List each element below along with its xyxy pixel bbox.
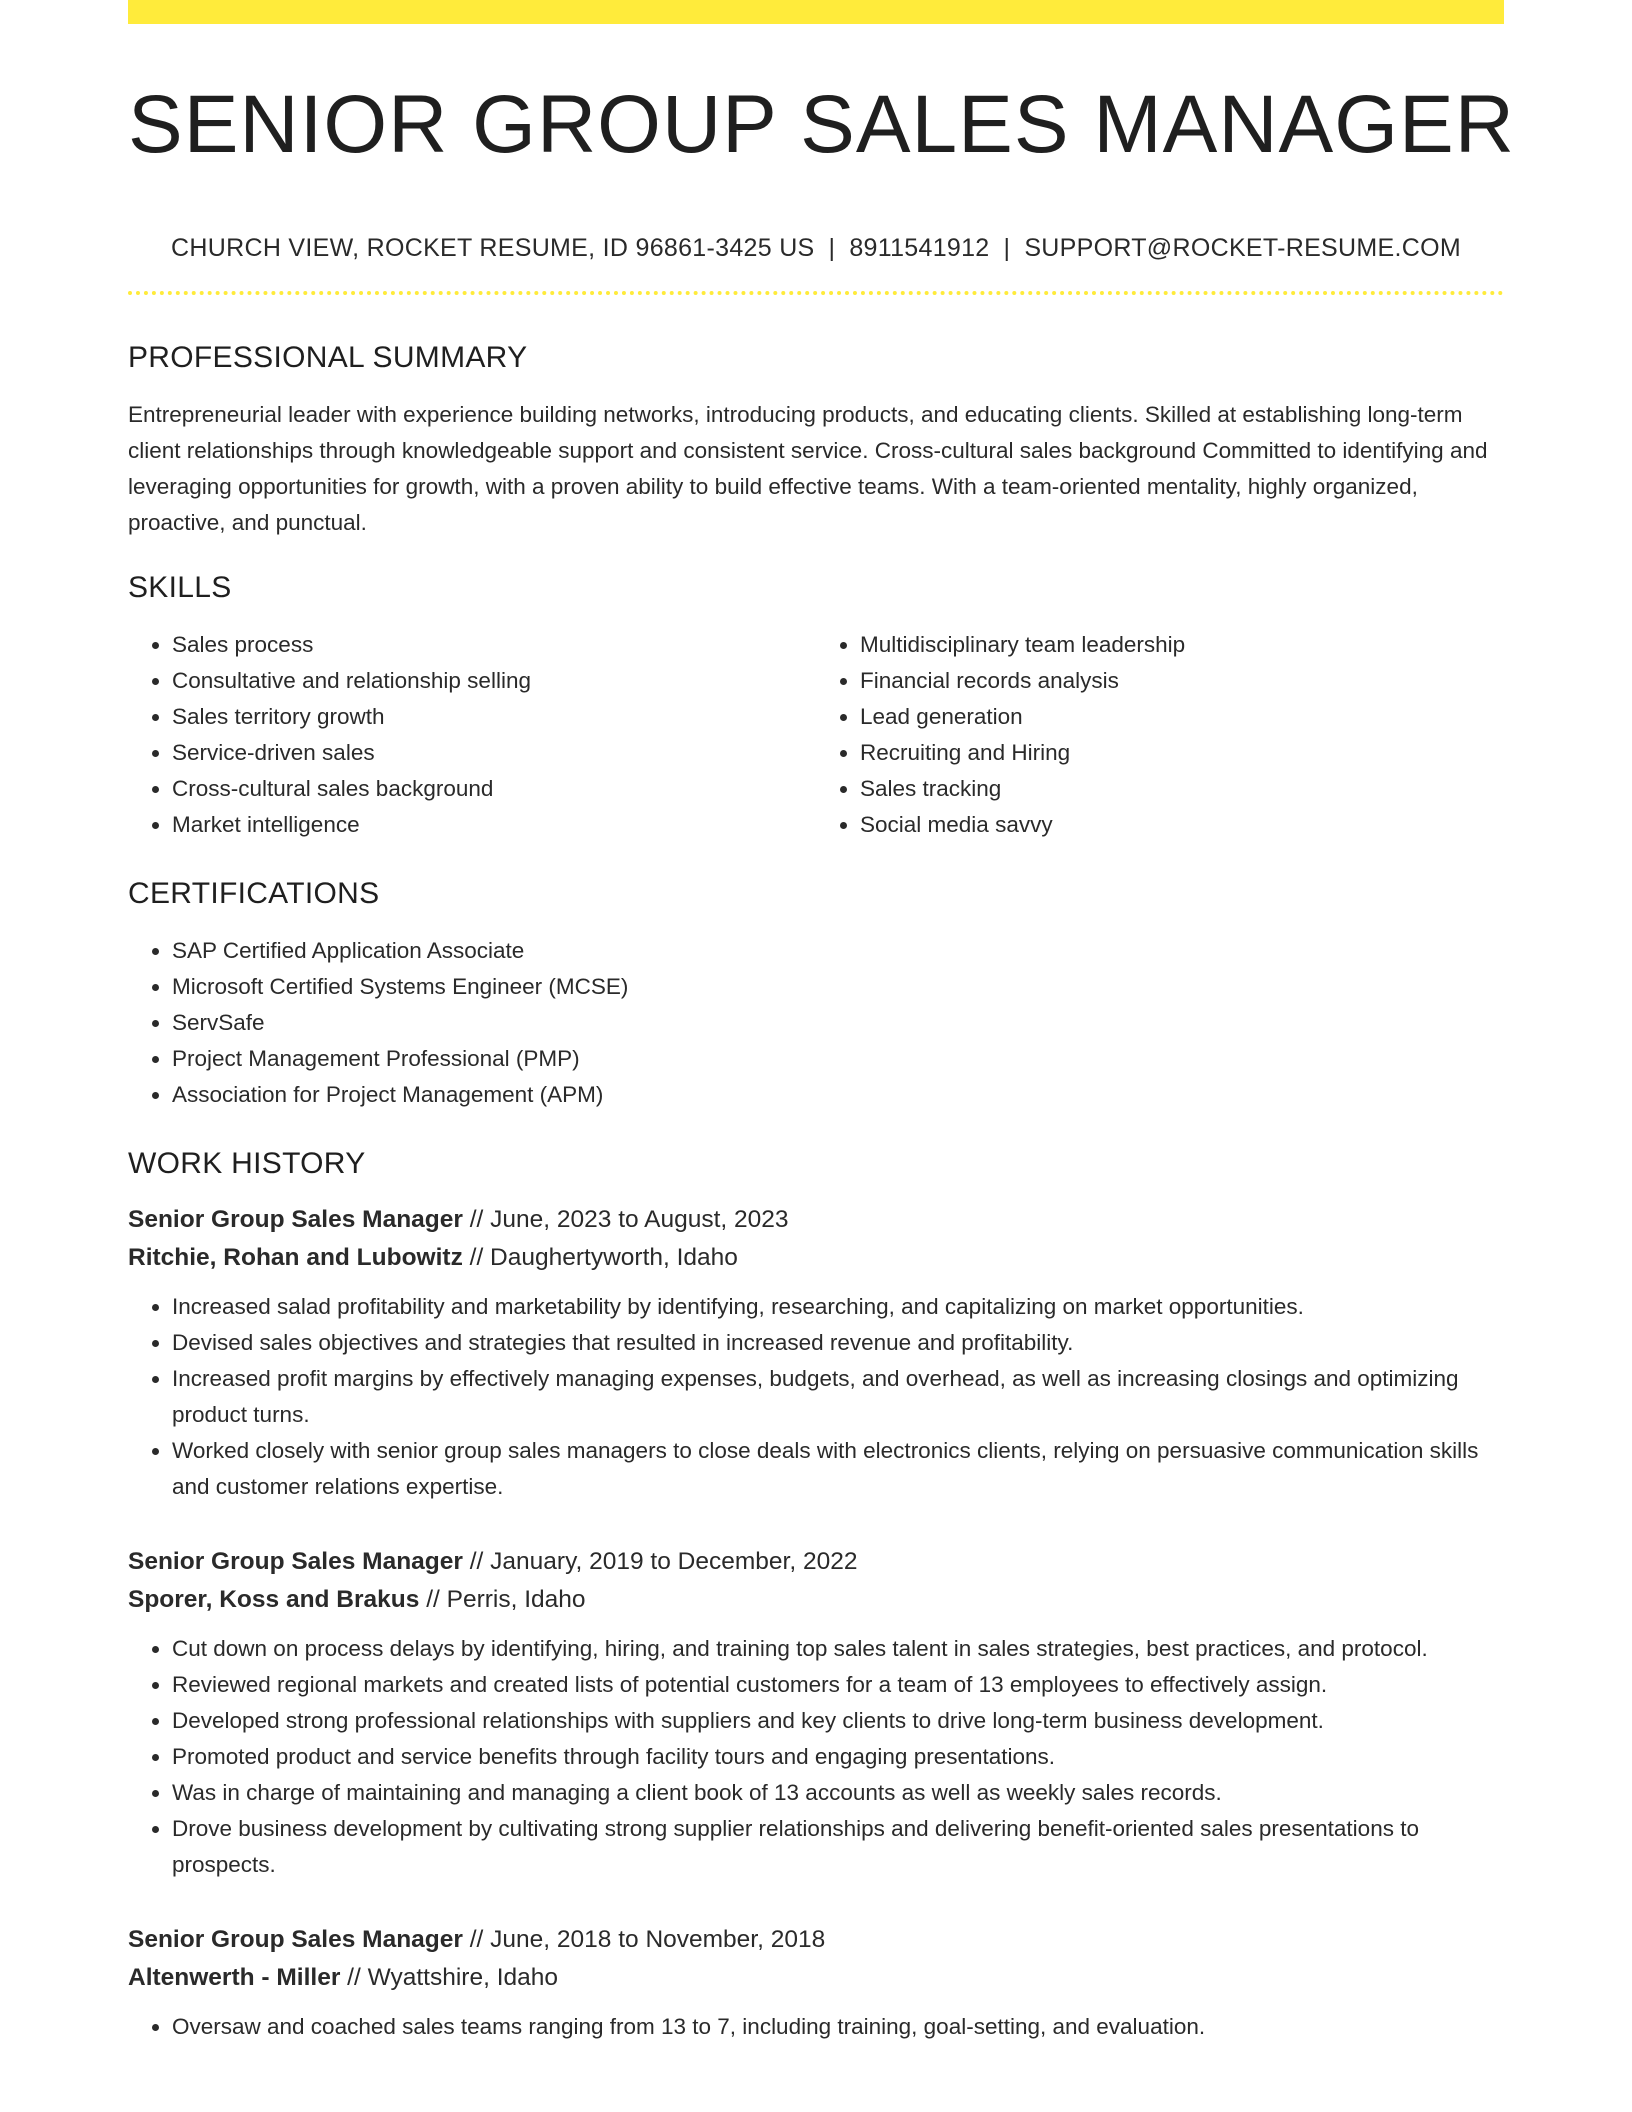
job-role-line: [128, 1201, 1504, 1239]
header-divider: [128, 291, 1504, 295]
skill-item: • Consultative and relationship selling: [172, 663, 816, 699]
job-bullets: [128, 1289, 1504, 1505]
job-bullet: • Drove business development by cultivating strong supplier relationships and delivering benefit-oriented sales presentations to prospects.: [172, 1811, 1504, 1883]
job-entry: [128, 1921, 1504, 2045]
skill-item: • Market intelligence: [172, 807, 816, 843]
certifications-list: [128, 933, 1504, 1113]
skill-item: • Service-driven sales: [172, 735, 816, 771]
skill-item: • Social media savvy: [860, 807, 1504, 843]
job-location: // Daughertyworth, Idaho: [462, 1244, 738, 1272]
contact-email: SUPPORT@ROCKET-RESUME.COM: [1024, 234, 1461, 263]
job-entry: [128, 1201, 1504, 1505]
job-bullets: [128, 1631, 1504, 1883]
contact-address: CHURCH VIEW, ROCKET RESUME, ID 96861-3425 US: [171, 234, 815, 263]
accent-bar: [128, 0, 1504, 24]
contact-separator: |: [1003, 234, 1011, 263]
skill-item: • Multidisciplinary team leadership: [860, 627, 1504, 663]
job-dates: // January, 2019 to December, 2022: [462, 1548, 858, 1576]
job-bullet: • Was in charge of maintaining and managing a client book of 13 accounts as well as weekly sales records.: [172, 1775, 1504, 1811]
skill-item: • Recruiting and Hiring: [860, 735, 1504, 771]
job-bullet: • Promoted product and service benefits through facility tours and engaging presentations.: [172, 1739, 1504, 1775]
certification-item: • Project Management Professional (PMP): [172, 1041, 1504, 1077]
resume-title: SENIOR GROUP SALES MANAGER: [128, 79, 1515, 170]
job-bullet: • Developed strong professional relationships with suppliers and key clients to drive long-term business development.: [172, 1703, 1504, 1739]
job-role: Senior Group Sales Manager: [128, 1206, 463, 1234]
summary-text: Entrepreneurial leader with experience building networks, introducing products, and educating clients. Skilled at establishing long-term client relationships through knowledgeable support and consistent service. Cross-cultural sales background Committed to identifying and leveraging opportunities for growth, with a proven ability to build effective teams. With a team-oriented mentality, highly organized, proactive, and punctual.: [128, 402, 1488, 536]
skills-right-list: [816, 627, 1504, 843]
job-company-line: [128, 1581, 1504, 1619]
job-bullets: [128, 2009, 1504, 2045]
skill-item: • Sales territory growth: [172, 699, 816, 735]
job-bullet: • Increased profit margins by effectively managing expenses, budgets, and overhead, as well as increasing closings and optimizing product turns.: [172, 1361, 1504, 1433]
resume-page: [128, 0, 1515, 2045]
work-history-heading: WORK HISTORY: [128, 1147, 366, 1181]
skill-item: • Sales tracking: [860, 771, 1504, 807]
job-bullet: • Devised sales objectives and strategies that resulted in increased revenue and profitability.: [172, 1325, 1504, 1361]
skill-item: • Cross-cultural sales background: [172, 771, 816, 807]
certification-item: • SAP Certified Application Associate: [172, 933, 1504, 969]
certification-item: • Association for Project Management (APM): [172, 1077, 1504, 1113]
contact-separator: |: [828, 234, 836, 263]
job-company: Ritchie, Rohan and Lubowitz: [128, 1244, 463, 1272]
job-dates: // June, 2023 to August, 2023: [462, 1206, 789, 1234]
certifications-heading: CERTIFICATIONS: [128, 877, 380, 911]
job-role-line: [128, 1543, 1504, 1581]
job-dates: // June, 2018 to November, 2018: [462, 1926, 826, 1954]
contact-phone: 8911541912: [849, 234, 990, 263]
skill-item: • Sales process: [172, 627, 816, 663]
certification-item: • Microsoft Certified Systems Engineer (MCSE): [172, 969, 1504, 1005]
job-role: Senior Group Sales Manager: [128, 1926, 463, 1954]
job-bullet: • Reviewed regional markets and created lists of potential customers for a team of 13 employees to effectively assign.: [172, 1667, 1504, 1703]
job-role: Senior Group Sales Manager: [128, 1548, 463, 1576]
job-company: Sporer, Koss and Brakus: [128, 1586, 420, 1614]
job-bullet: • Cut down on process delays by identifying, hiring, and training top sales talent in sales strategies, best practices, and protocol.: [172, 1631, 1504, 1667]
certification-item: • ServSafe: [172, 1005, 1504, 1041]
job-entry: [128, 1543, 1504, 1883]
job-company: Altenwerth - Miller: [128, 1964, 341, 1992]
skill-item: • Lead generation: [860, 699, 1504, 735]
job-bullet: • Worked closely with senior group sales managers to close deals with electronics clients, relying on persuasive communication skills and customer relations expertise.: [172, 1433, 1504, 1505]
skills-heading: SKILLS: [128, 571, 232, 605]
job-location: // Wyattshire, Idaho: [340, 1964, 559, 1992]
skill-item: • Financial records analysis: [860, 663, 1504, 699]
skills-left-list: [128, 627, 816, 843]
job-bullet: • Increased salad profitability and marketability by identifying, researching, and capitalizing on market opportunities.: [172, 1289, 1504, 1325]
job-location: // Perris, Idaho: [419, 1586, 586, 1614]
job-company-line: [128, 1959, 1504, 1997]
summary-heading: PROFESSIONAL SUMMARY: [128, 341, 528, 375]
job-role-line: [128, 1921, 1504, 1959]
skills-grid: [128, 627, 1504, 843]
job-bullet: • Oversaw and coached sales teams ranging from 13 to 7, including training, goal-setting, and evaluation.: [172, 2009, 1504, 2045]
job-company-line: [128, 1239, 1504, 1277]
contact-line: [128, 234, 1504, 263]
